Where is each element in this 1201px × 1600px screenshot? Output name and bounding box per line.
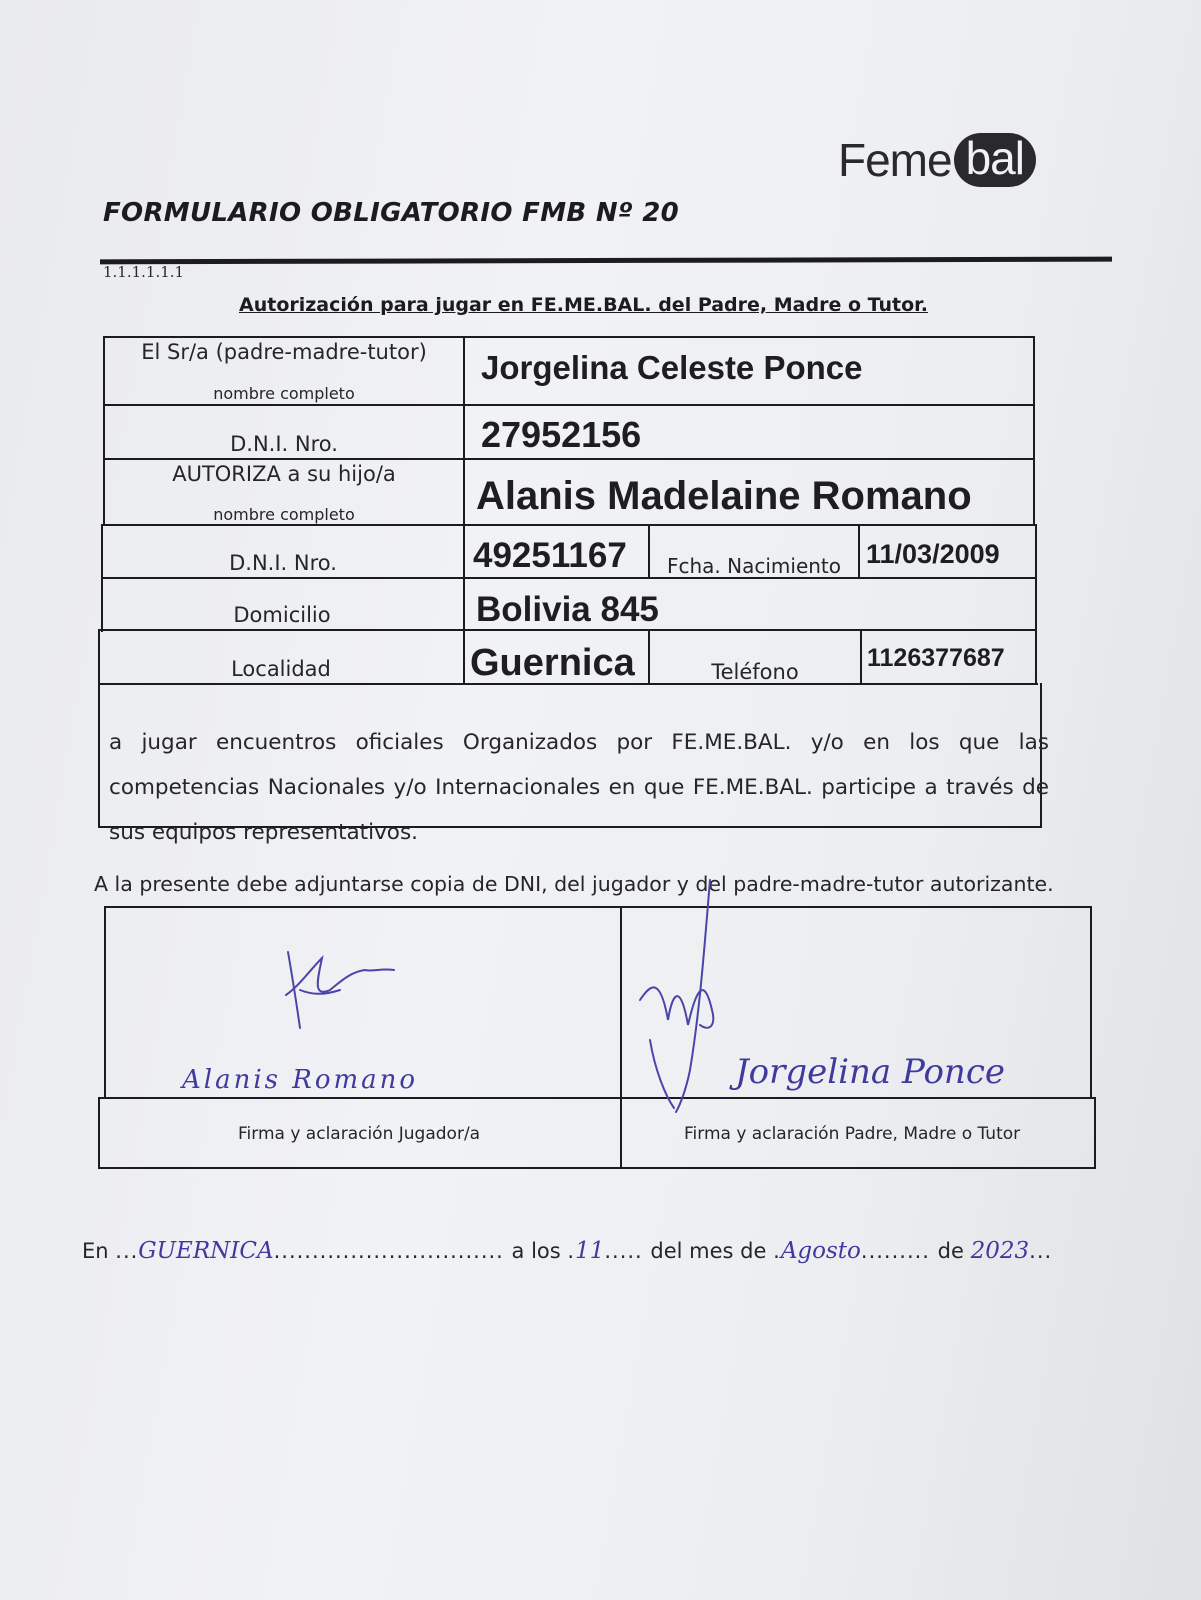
los-label: a los xyxy=(511,1239,561,1263)
mes-label: del mes de xyxy=(650,1239,767,1263)
address-label: Domicilio xyxy=(233,603,331,627)
parent-label: El Sr/a (padre-madre-tutor) xyxy=(141,340,427,364)
year-handwritten: 2023 xyxy=(970,1238,1030,1264)
parent-signature-label: Firma y aclaración Padre, Madre o Tutor xyxy=(684,1124,1021,1144)
child-name-hint: nombre completo xyxy=(213,505,355,524)
form-code: 1.1.1.1.1.1 xyxy=(103,263,185,281)
parent-clarification: Jorgelina Ponce xyxy=(735,1052,1005,1092)
logo-text: Feme xyxy=(838,134,952,186)
address-value: Bolivia 845 xyxy=(476,590,659,629)
en-label: En xyxy=(82,1239,109,1263)
authorization-text: a jugar encuentros oficiales Organizados por FE.ME.BAL. y/o en los que las competencias Nacionales y/o Internacionales en que FE.ME.BAL. participe a través de sus equipos representativos. xyxy=(109,730,1049,845)
day-handwritten: 11 xyxy=(575,1238,605,1264)
child-name-value: Alanis Madelaine Romano xyxy=(476,474,972,518)
parent-name-value: Jorgelina Celeste Ponce xyxy=(481,349,863,386)
form-subtitle: Autorización para jugar en FE.ME.BAL. del Padre, Madre o Tutor. xyxy=(239,294,929,316)
parent-name-hint: nombre completo xyxy=(213,384,355,403)
locality-value: Guernica xyxy=(470,642,635,684)
date-line: En ...GUERNICA.............................. a los .11..... del mes de .Agosto......... de 2023... xyxy=(82,1238,1053,1264)
parent-dni-value: 27952156 xyxy=(481,414,642,455)
phone-label: Teléfono xyxy=(711,660,799,684)
month-handwritten: Agosto xyxy=(780,1238,861,1264)
place-handwritten: GUERNICA xyxy=(138,1238,274,1264)
authorizes-label: AUTORIZA a su hijo/a xyxy=(172,462,396,486)
phone-value: 1126377687 xyxy=(867,644,1005,672)
locality-label: Localidad xyxy=(231,657,331,681)
parent-dni-label: D.N.I. Nro. xyxy=(230,432,338,456)
attachment-note: A la presente debe adjuntarse copia de DNI, del jugador y del padre-madre-tutor autorizante. xyxy=(94,872,1054,896)
form-title: FORMULARIO OBLIGATORIO FMB Nº 20 xyxy=(103,198,679,228)
birth-date-label: Fcha. Nacimiento xyxy=(666,554,841,578)
player-clarification: Alanis Romano xyxy=(182,1065,419,1095)
logo-pill: bal xyxy=(954,133,1036,187)
player-signature-label: Firma y aclaración Jugador/a xyxy=(238,1124,481,1144)
child-dni-value: 49251167 xyxy=(473,536,627,575)
birth-date-value: 11/03/2009 xyxy=(866,539,1000,569)
de-label: de xyxy=(937,1239,964,1263)
child-dni-label: D.N.I. Nro. xyxy=(229,551,337,575)
